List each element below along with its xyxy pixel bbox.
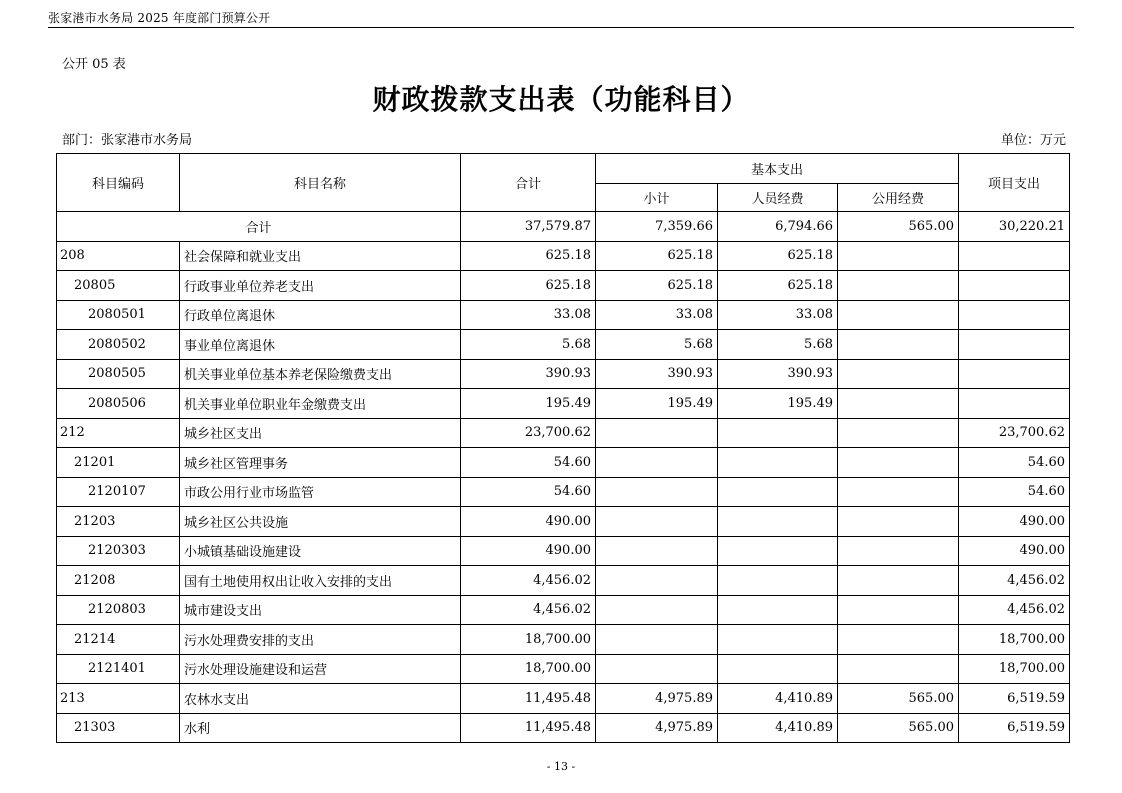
- cell-public: [838, 477, 959, 507]
- cell-public: [838, 595, 959, 625]
- cell-project: 18,700.00: [959, 625, 1070, 655]
- cell-personnel: [718, 507, 838, 537]
- table-row: [57, 477, 1070, 507]
- cell-subtotal: [596, 448, 718, 478]
- cell-personnel: 195.49: [718, 389, 838, 419]
- cell-name: 城市建设支出: [180, 595, 461, 625]
- cell-name: 机关事业单位职业年金缴费支出: [180, 389, 461, 419]
- cell-subtotal: [596, 418, 718, 448]
- cell-subtotal: 4,975.89: [596, 713, 718, 743]
- column-header-total: 合计: [461, 154, 596, 212]
- cell-project: 54.60: [959, 477, 1070, 507]
- cell-subtotal: 195.49: [596, 389, 718, 419]
- total-row-total: 37,579.87: [461, 212, 596, 242]
- table-row: [57, 684, 1070, 714]
- table-row: [57, 713, 1070, 743]
- table-row: [57, 654, 1070, 684]
- cell-total: 490.00: [461, 536, 596, 566]
- table-row: [57, 330, 1070, 360]
- cell-project: 18,700.00: [959, 654, 1070, 684]
- cell-project: 6,519.59: [959, 713, 1070, 743]
- total-row: [57, 212, 1070, 242]
- cell-subtotal: [596, 595, 718, 625]
- cell-code: 2120107: [57, 477, 180, 507]
- cell-code: 2080506: [57, 389, 180, 419]
- cell-subtotal: 625.18: [596, 271, 718, 301]
- header-divider: [48, 27, 1074, 28]
- cell-project: 4,456.02: [959, 566, 1070, 596]
- cell-code: 21214: [57, 625, 180, 655]
- cell-total: 4,456.02: [461, 566, 596, 596]
- cell-public: [838, 389, 959, 419]
- table-row: [57, 566, 1070, 596]
- table-code-label: 公开 05 表: [62, 57, 126, 72]
- page-number: - 13 -: [546, 760, 576, 773]
- table-row: [57, 389, 1070, 419]
- cell-project: [959, 389, 1070, 419]
- cell-public: [838, 330, 959, 360]
- cell-name: 水利: [180, 713, 461, 743]
- cell-code: 2120803: [57, 595, 180, 625]
- cell-project: 23,700.62: [959, 418, 1070, 448]
- cell-subtotal: 33.08: [596, 300, 718, 330]
- table-row: [57, 271, 1070, 301]
- cell-total: 490.00: [461, 507, 596, 537]
- table-body: [57, 212, 1070, 743]
- cell-name: 污水处理设施建设和运营: [180, 654, 461, 684]
- total-row-label: 合计: [57, 212, 461, 242]
- cell-personnel: [718, 477, 838, 507]
- cell-project: 4,456.02: [959, 595, 1070, 625]
- cell-total: 195.49: [461, 389, 596, 419]
- cell-public: [838, 507, 959, 537]
- cell-total: 5.68: [461, 330, 596, 360]
- cell-public: [838, 418, 959, 448]
- cell-personnel: [718, 566, 838, 596]
- cell-project: [959, 330, 1070, 360]
- cell-name: 城乡社区管理事务: [180, 448, 461, 478]
- budget-table: [56, 153, 1070, 743]
- cell-code: 2120303: [57, 536, 180, 566]
- total-row-subtotal: 7,359.66: [596, 212, 718, 242]
- cell-subtotal: 625.18: [596, 241, 718, 271]
- cell-public: 565.00: [838, 713, 959, 743]
- column-header-name: 科目名称: [180, 154, 461, 212]
- cell-name: 机关事业单位基本养老保险缴费支出: [180, 359, 461, 389]
- cell-code: 213: [57, 684, 180, 714]
- total-row-public: 565.00: [838, 212, 959, 242]
- cell-total: 18,700.00: [461, 625, 596, 655]
- cell-project: [959, 300, 1070, 330]
- cell-total: 23,700.62: [461, 418, 596, 448]
- table-row: [57, 595, 1070, 625]
- cell-code: 20805: [57, 271, 180, 301]
- cell-subtotal: [596, 566, 718, 596]
- table-row: [57, 536, 1070, 566]
- cell-public: [838, 241, 959, 271]
- cell-subtotal: [596, 625, 718, 655]
- cell-personnel: [718, 654, 838, 684]
- page-title: 财政拨款支出表（功能科目）: [372, 83, 750, 116]
- cell-name: 行政单位离退休: [180, 300, 461, 330]
- cell-personnel: 33.08: [718, 300, 838, 330]
- table-row: [57, 448, 1070, 478]
- column-header-code: 科目编码: [57, 154, 180, 212]
- cell-code: 21201: [57, 448, 180, 478]
- cell-total: 54.60: [461, 477, 596, 507]
- cell-total: 390.93: [461, 359, 596, 389]
- cell-code: 208: [57, 241, 180, 271]
- cell-subtotal: [596, 654, 718, 684]
- running-header: 张家港市水务局 2025 年度部门预算公开: [48, 11, 271, 25]
- cell-subtotal: [596, 507, 718, 537]
- table-row: [57, 418, 1070, 448]
- cell-personnel: [718, 595, 838, 625]
- table-row: [57, 359, 1070, 389]
- cell-personnel: 625.18: [718, 241, 838, 271]
- cell-total: 11,495.48: [461, 684, 596, 714]
- total-row-personnel: 6,794.66: [718, 212, 838, 242]
- column-header-basic: 基本支出: [596, 154, 959, 184]
- cell-code: 21303: [57, 713, 180, 743]
- unit-label: 单位：万元: [1000, 133, 1066, 148]
- cell-name: 城乡社区公共设施: [180, 507, 461, 537]
- cell-public: [838, 300, 959, 330]
- cell-name: 行政事业单位养老支出: [180, 271, 461, 301]
- cell-personnel: [718, 625, 838, 655]
- cell-total: 625.18: [461, 271, 596, 301]
- cell-personnel: 4,410.89: [718, 713, 838, 743]
- table-row: [57, 625, 1070, 655]
- column-header-personnel: 人员经费: [718, 184, 838, 212]
- cell-personnel: [718, 448, 838, 478]
- cell-name: 事业单位离退休: [180, 330, 461, 360]
- cell-public: [838, 536, 959, 566]
- column-header-subtotal: 小计: [596, 184, 718, 212]
- cell-code: 21208: [57, 566, 180, 596]
- cell-code: 2080502: [57, 330, 180, 360]
- cell-personnel: 5.68: [718, 330, 838, 360]
- cell-total: 4,456.02: [461, 595, 596, 625]
- cell-name: 国有土地使用权出让收入安排的支出: [180, 566, 461, 596]
- cell-name: 小城镇基础设施建设: [180, 536, 461, 566]
- cell-code: 21203: [57, 507, 180, 537]
- cell-subtotal: 4,975.89: [596, 684, 718, 714]
- table-row: [57, 241, 1070, 271]
- cell-public: [838, 566, 959, 596]
- cell-personnel: [718, 536, 838, 566]
- cell-project: [959, 271, 1070, 301]
- cell-name: 农林水支出: [180, 684, 461, 714]
- cell-subtotal: 5.68: [596, 330, 718, 360]
- cell-total: 18,700.00: [461, 654, 596, 684]
- cell-code: 2121401: [57, 654, 180, 684]
- cell-project: 490.00: [959, 507, 1070, 537]
- cell-total: 33.08: [461, 300, 596, 330]
- cell-public: [838, 359, 959, 389]
- cell-total: 54.60: [461, 448, 596, 478]
- cell-project: 6,519.59: [959, 684, 1070, 714]
- cell-project: [959, 241, 1070, 271]
- cell-public: [838, 654, 959, 684]
- column-header-project: 项目支出: [959, 154, 1070, 212]
- cell-public: 565.00: [838, 684, 959, 714]
- cell-name: 城乡社区支出: [180, 418, 461, 448]
- cell-public: [838, 271, 959, 301]
- cell-name: 市政公用行业市场监管: [180, 477, 461, 507]
- column-header-public: 公用经费: [838, 184, 959, 212]
- cell-personnel: [718, 418, 838, 448]
- cell-code: 2080505: [57, 359, 180, 389]
- cell-name: 社会保障和就业支出: [180, 241, 461, 271]
- total-row-project: 30,220.21: [959, 212, 1070, 242]
- cell-total: 625.18: [461, 241, 596, 271]
- cell-public: [838, 448, 959, 478]
- table-row: [57, 300, 1070, 330]
- cell-public: [838, 625, 959, 655]
- cell-name: 污水处理费安排的支出: [180, 625, 461, 655]
- cell-subtotal: [596, 536, 718, 566]
- cell-subtotal: [596, 477, 718, 507]
- cell-personnel: 4,410.89: [718, 684, 838, 714]
- cell-total: 11,495.48: [461, 713, 596, 743]
- cell-code: 2080501: [57, 300, 180, 330]
- cell-project: [959, 359, 1070, 389]
- table-row: [57, 507, 1070, 537]
- cell-personnel: 390.93: [718, 359, 838, 389]
- cell-personnel: 625.18: [718, 271, 838, 301]
- cell-project: 490.00: [959, 536, 1070, 566]
- department-label: 部门：张家港市水务局: [62, 133, 193, 148]
- cell-project: 54.60: [959, 448, 1070, 478]
- cell-code: 212: [57, 418, 180, 448]
- cell-subtotal: 390.93: [596, 359, 718, 389]
